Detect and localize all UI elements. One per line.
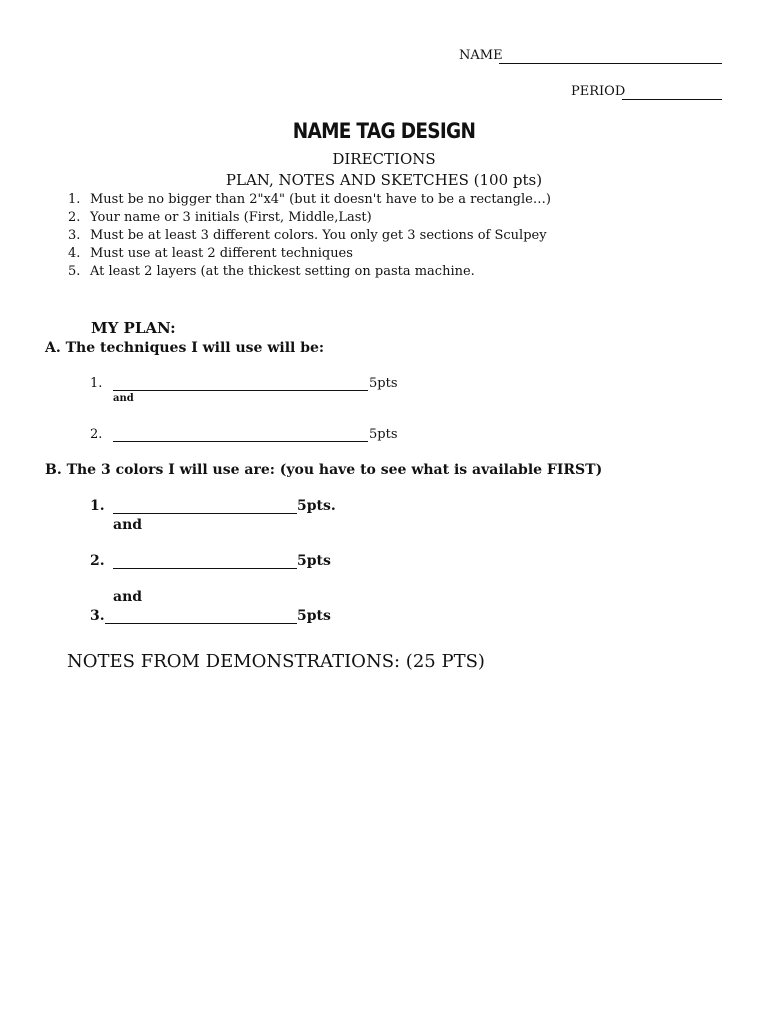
color-2-blank[interactable] [113,568,297,569]
list-item-number: 5. [68,264,81,279]
techniques-prompt: A. The techniques I will use will be: [45,340,325,356]
my-plan-heading: MY PLAN: [91,319,176,337]
technique-1-blank[interactable] [113,390,368,391]
color-number: 2. [90,553,105,569]
and-connector: and [113,393,134,404]
list-item: Your name or 3 initials (First, Middle,Last) [90,210,372,225]
technique-number: 1. [90,376,103,391]
points-label: 5pts [369,427,398,442]
name-field[interactable] [499,63,722,64]
points-label: 5pts [369,376,398,391]
directions-heading: DIRECTIONS [332,150,436,168]
page-title: NAME TAG DESIGN [292,119,476,143]
color-3-blank[interactable] [105,623,297,624]
technique-number: 2. [90,427,103,442]
points-label: 5pts [297,553,331,569]
and-connector: and [113,517,143,533]
list-item-number: 2. [68,210,81,225]
list-item: Must be no bigger than 2"x4" (but it doesn't have to be a rectangle…) [90,192,551,207]
list-item-number: 4. [68,246,81,261]
list-item-number: 1. [68,192,81,207]
color-number: 1. [90,498,105,514]
list-item: Must be at least 3 different colors. You only get 3 sections of Sculpey [90,228,547,243]
colors-prompt: B. The 3 colors I will use are: (you have to see what is available FIRST) [45,462,603,478]
list-item: Must use at least 2 different techniques [90,246,353,261]
technique-2-blank[interactable] [113,441,368,442]
section-heading: PLAN, NOTES AND SKETCHES (100 pts) [225,171,543,189]
and-connector: and [113,589,143,605]
period-field[interactable] [622,99,722,100]
period-label: PERIOD [571,84,626,99]
list-item: At least 2 layers (at the thickest setting on pasta machine. [90,264,475,279]
name-label: NAME [459,48,503,63]
points-label: 5pts. [297,498,336,514]
color-number: 3. [90,608,105,624]
notes-area[interactable] [45,690,725,1010]
notes-heading: NOTES FROM DEMONSTRATIONS: (25 PTS) [67,651,485,672]
points-label: 5pts [297,608,331,624]
color-1-blank[interactable] [113,513,297,514]
list-item-number: 3. [68,228,81,243]
